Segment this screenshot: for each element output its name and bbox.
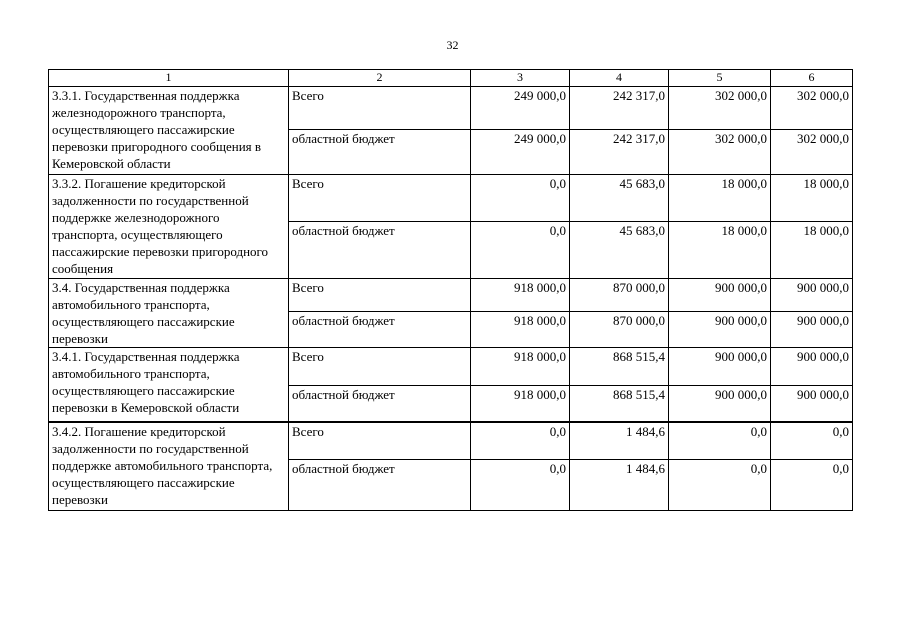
value-cell: 900 000,0 [771, 312, 853, 348]
value-cell: 918 000,0 [471, 386, 570, 422]
row-name: 3.3.2. Погашение кредиторской задолженности по государственной поддержке железнодорожного транспорта, осуществляющего пассажирские перевозки пригородного сообщения [49, 175, 289, 279]
value-cell: 900 000,0 [771, 348, 853, 386]
source-cell: областной бюджет [289, 222, 471, 279]
value-cell: 242 317,0 [570, 87, 669, 130]
source-cell: областной бюджет [289, 130, 471, 175]
value-cell: 242 317,0 [570, 130, 669, 175]
value-cell: 302 000,0 [669, 130, 771, 175]
value-cell: 302 000,0 [771, 130, 853, 175]
source-cell: областной бюджет [289, 460, 471, 511]
row-name: 3.4.1. Государственная поддержка автомобильного транспорта, осуществляющего пассажирские перевозки в Кемеровской области [49, 348, 289, 422]
table-row [49, 422, 853, 460]
value-cell: 900 000,0 [669, 279, 771, 312]
value-cell: 900 000,0 [669, 348, 771, 386]
value-cell: 0,0 [471, 422, 570, 460]
table-row [49, 348, 853, 386]
row-name: 3.3.1. Государственная поддержка железнодорожного транспорта, осуществляющего пассажирские перевозки пригородного сообщения в Кемеровской области [49, 87, 289, 175]
value-cell: 0,0 [669, 422, 771, 460]
value-cell: 868 515,4 [570, 386, 669, 422]
source-cell: Всего [289, 175, 471, 222]
header-row [49, 70, 853, 87]
column-header: 3 [471, 70, 570, 87]
column-header: 4 [570, 70, 669, 87]
page-number: 32 [446, 38, 459, 52]
source-cell: областной бюджет [289, 312, 471, 348]
value-cell: 0,0 [669, 460, 771, 511]
source-cell: областной бюджет [289, 386, 471, 422]
table-row [49, 87, 853, 130]
value-cell: 249 000,0 [471, 130, 570, 175]
table-row [49, 279, 853, 312]
value-cell: 0,0 [471, 175, 570, 222]
value-cell: 18 000,0 [771, 175, 853, 222]
source-cell: Всего [289, 279, 471, 312]
row-name: 3.4. Государственная поддержка автомобильного транспорта, осуществляющего пассажирские перевозки [49, 279, 289, 348]
value-cell: 918 000,0 [471, 312, 570, 348]
value-cell: 45 683,0 [570, 175, 669, 222]
value-cell: 0,0 [471, 460, 570, 511]
column-header: 1 [49, 70, 289, 87]
value-cell: 249 000,0 [471, 87, 570, 130]
table-row [49, 175, 853, 222]
source-cell: Всего [289, 87, 471, 130]
value-cell: 900 000,0 [669, 386, 771, 422]
column-header: 5 [669, 70, 771, 87]
value-cell: 870 000,0 [570, 312, 669, 348]
value-cell: 18 000,0 [771, 222, 853, 279]
value-cell: 1 484,6 [570, 422, 669, 460]
value-cell: 868 515,4 [570, 348, 669, 386]
value-cell: 900 000,0 [669, 312, 771, 348]
value-cell: 0,0 [771, 422, 853, 460]
value-cell: 1 484,6 [570, 460, 669, 511]
row-name: 3.4.2. Погашение кредиторской задолженности по государственной поддержке автомобильного транспорта, осуществляющего пассажирские перевозки [49, 422, 289, 511]
value-cell: 900 000,0 [771, 386, 853, 422]
source-cell: Всего [289, 422, 471, 460]
value-cell: 302 000,0 [771, 87, 853, 130]
value-cell: 870 000,0 [570, 279, 669, 312]
value-cell: 0,0 [471, 222, 570, 279]
column-header: 6 [771, 70, 853, 87]
source-cell: Всего [289, 348, 471, 386]
value-cell: 918 000,0 [471, 348, 570, 386]
budget-table [48, 69, 853, 511]
value-cell: 18 000,0 [669, 222, 771, 279]
value-cell: 900 000,0 [771, 279, 853, 312]
value-cell: 45 683,0 [570, 222, 669, 279]
value-cell: 18 000,0 [669, 175, 771, 222]
value-cell: 0,0 [771, 460, 853, 511]
value-cell: 302 000,0 [669, 87, 771, 130]
column-header: 2 [289, 70, 471, 87]
value-cell: 918 000,0 [471, 279, 570, 312]
